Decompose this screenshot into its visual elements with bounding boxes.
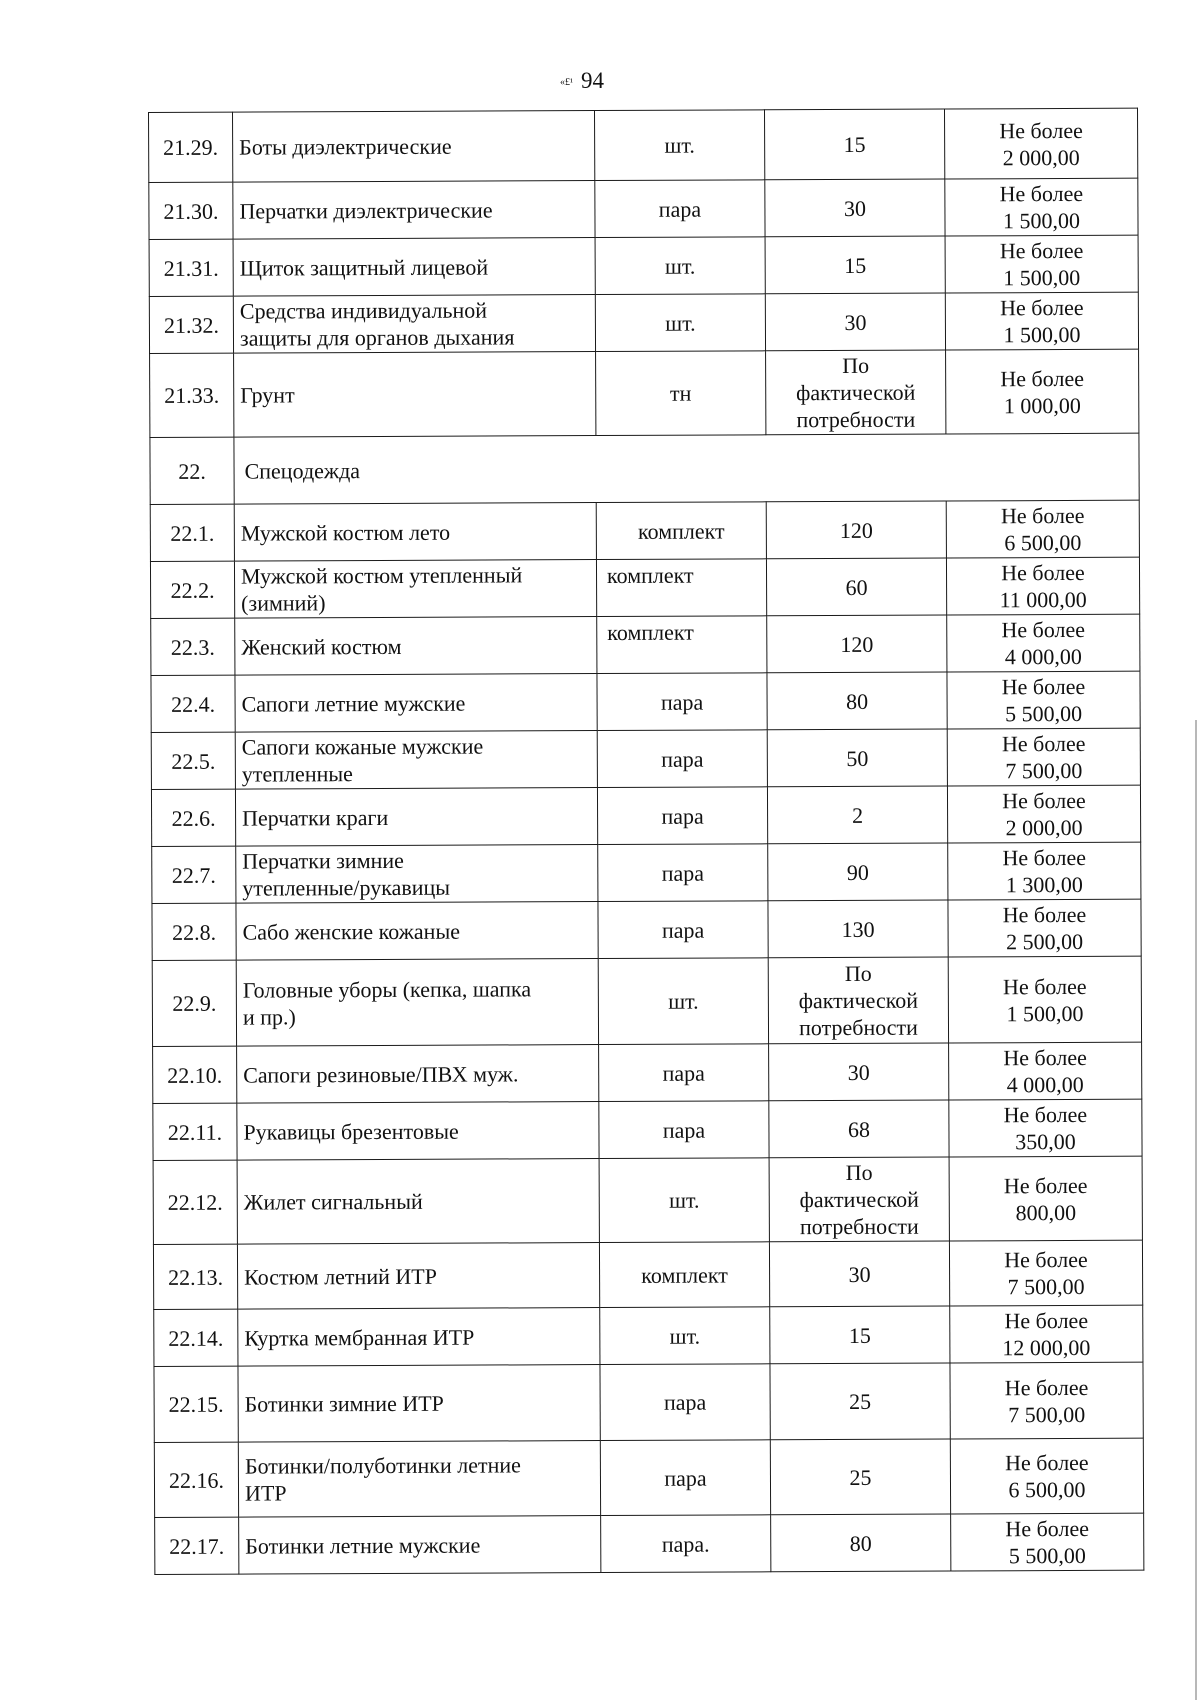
max-price-cell (949, 1042, 1142, 1100)
unit-cell (595, 180, 765, 238)
item-name-cell (237, 1045, 599, 1104)
item-number: 21.31. (163, 255, 219, 281)
qty-line: По (845, 1159, 873, 1185)
table-row (151, 614, 1140, 675)
table-row (153, 1156, 1142, 1244)
price-line: 7 500,00 (1007, 1273, 1085, 1300)
unit-cell (597, 616, 767, 674)
unit-cell (596, 559, 766, 617)
max-price-cell (950, 1305, 1143, 1363)
table-row (151, 728, 1140, 789)
unit-cell (601, 1515, 771, 1573)
price-line: Не более (1002, 901, 1087, 928)
unit-cell (600, 1364, 770, 1441)
price-line: 1 300,00 (1005, 871, 1083, 898)
qty-line: потребности (799, 1014, 918, 1041)
specification-table-body (149, 108, 1144, 1574)
max-price-cell (948, 842, 1141, 900)
unit-of-measure: пара (664, 1465, 707, 1491)
item-name-cell (235, 617, 597, 676)
name-line: ИТР (244, 1480, 287, 1506)
price-line: 11 000,00 (999, 586, 1087, 613)
price-line: Не более (1001, 616, 1086, 643)
price-line: Не более (1001, 673, 1086, 700)
item-number: 21.32. (163, 312, 219, 338)
price-line: Не более (999, 117, 1083, 143)
name-line: Сапоги резиновые/ПВХ муж. (243, 1060, 519, 1088)
qty-line: 80 (849, 1530, 872, 1556)
max-price-cell (945, 178, 1138, 236)
item-name-cell (237, 1159, 599, 1245)
item-number: 22.7. (171, 862, 216, 888)
item-number-cell (149, 239, 233, 296)
unit-cell (595, 237, 765, 295)
item-number: 22.9. (172, 990, 217, 1016)
unit-cell (599, 1158, 769, 1243)
quantity-cell (768, 900, 948, 958)
quantity-cell (770, 1306, 950, 1364)
table-row (153, 1042, 1142, 1103)
unit-cell (599, 1044, 769, 1102)
max-price-cell (949, 1240, 1142, 1306)
max-price-cell (947, 728, 1140, 786)
price-line: 6 500,00 (1004, 529, 1082, 556)
item-number: 21.29. (163, 134, 219, 160)
item-name-cell (234, 503, 596, 562)
name-line: Перчатки краги (242, 804, 389, 831)
qty-line: 90 (846, 859, 869, 885)
item-number-cell (153, 1103, 237, 1160)
max-price-cell (944, 108, 1137, 179)
table-row (154, 1362, 1143, 1442)
price-line: Не более (1002, 973, 1087, 999)
table-row (154, 1305, 1143, 1366)
price-line: Не более (1003, 1101, 1088, 1128)
section-row (150, 433, 1139, 504)
qty-line: 25 (849, 1464, 872, 1490)
unit-cell (599, 1101, 769, 1159)
qty-line: потребности (799, 1213, 919, 1240)
name-line: Перчатки диэлектрические (239, 196, 493, 224)
table-row (153, 1099, 1142, 1160)
table-row (155, 1513, 1144, 1574)
item-name-cell (238, 1308, 600, 1367)
item-number: 22.3. (170, 634, 215, 660)
price-line: Не более (1000, 365, 1085, 391)
item-number: 22.2. (170, 577, 215, 603)
unit-of-measure: пара (661, 917, 705, 943)
item-name-cell (235, 731, 597, 790)
price-line: 800,00 (1015, 1199, 1077, 1225)
unit-of-measure: пара (661, 746, 704, 772)
name-line: Щиток защитный лицевой (239, 254, 489, 281)
quantity-cell (766, 558, 946, 616)
unit-of-measure: комплект (607, 619, 694, 646)
name-line: Сапоги летние мужские (241, 690, 466, 717)
price-line: 1 500,00 (1006, 1000, 1084, 1026)
quantity-cell (767, 672, 947, 730)
item-name-cell (235, 674, 597, 733)
item-number: 21.33. (164, 382, 220, 408)
table-row (149, 178, 1138, 239)
item-number: 22.12. (167, 1189, 223, 1215)
unit-of-measure: шт. (668, 1187, 700, 1213)
qty-line: По (842, 352, 870, 378)
qty-line: фактической (798, 987, 919, 1014)
item-number-cell (153, 1160, 237, 1244)
price-line: 1 500,00 (1002, 207, 1081, 234)
quantity-cell (767, 615, 947, 673)
unit-cell (597, 787, 767, 845)
price-line: Не более (1003, 1172, 1088, 1198)
quantity-cell (765, 236, 945, 294)
item-number-cell (154, 1366, 238, 1442)
table-row (150, 500, 1139, 561)
qty-line: фактической (799, 1186, 919, 1213)
item-number: 22.15. (168, 1391, 224, 1417)
unit-cell (598, 844, 768, 902)
max-price-cell (949, 1099, 1142, 1157)
price-line: Не более (1005, 1515, 1090, 1542)
unit-of-measure: шт. (668, 988, 699, 1014)
unit-of-measure: пара (658, 196, 702, 222)
item-name-cell (234, 560, 596, 619)
item-number: 21.30. (163, 198, 219, 224)
name-line: Головные уборы (кепка, шапка (242, 975, 532, 1003)
name-line: защиты для органов дыхания (239, 324, 515, 351)
item-number-cell (154, 1309, 238, 1366)
item-number: 22.16. (168, 1467, 225, 1493)
specification-table (148, 108, 1144, 1575)
unit-of-measure: комплект (641, 1261, 728, 1288)
page-number (560, 68, 680, 94)
quantity-cell (765, 179, 945, 237)
qty-line: 15 (848, 1322, 871, 1348)
name-line: утепленные/рукавицы (242, 874, 451, 901)
quantity-cell (765, 293, 945, 351)
unit-of-measure: пара (662, 1060, 705, 1086)
qty-line: 30 (843, 195, 866, 221)
price-line: Не более (999, 180, 1084, 207)
unit-of-measure: комплект (606, 562, 694, 589)
item-number-cell (149, 112, 233, 182)
price-line: 4 000,00 (1006, 1071, 1084, 1098)
item-name-cell (233, 295, 595, 354)
unit-cell (600, 1440, 770, 1516)
quantity-cell (769, 1043, 949, 1101)
unit-of-measure: пара (662, 1117, 706, 1143)
item-name-cell (233, 181, 595, 240)
section-title-cell (234, 433, 1139, 504)
name-line: Мужской костюм утепленный (240, 562, 523, 589)
max-price-cell (947, 785, 1140, 843)
item-number: 22.11. (167, 1119, 223, 1145)
price-line: 1 000,00 (1003, 392, 1081, 418)
unit-cell (594, 110, 764, 181)
qty-line: 2 (852, 802, 864, 828)
price-line: Не более (1004, 1374, 1089, 1400)
name-line: Сабо женские кожаные (242, 918, 461, 945)
qty-line: 25 (849, 1388, 872, 1414)
item-number-cell (153, 1244, 237, 1309)
scan-edge-line (1195, 720, 1197, 1700)
unit-cell (600, 1307, 770, 1365)
unit-of-measure: шт. (664, 253, 696, 279)
max-price-cell (946, 349, 1139, 434)
item-number-cell (153, 1046, 237, 1103)
price-line: 2 000,00 (1005, 814, 1083, 841)
item-number: 22. (178, 458, 206, 484)
table-row (152, 842, 1141, 903)
quantity-cell (770, 1363, 950, 1440)
name-line: и пр.) (242, 1003, 296, 1030)
item-number-cell (152, 960, 236, 1046)
price-line: Не более (1002, 787, 1086, 814)
price-line: Не более (1002, 844, 1087, 871)
item-name-cell (237, 1243, 599, 1310)
item-number-cell (151, 789, 235, 846)
quantity-cell (768, 957, 948, 1044)
item-name-cell (236, 845, 598, 904)
name-line: Грунт (240, 382, 295, 408)
max-price-cell (947, 614, 1140, 672)
price-line: Не более (1004, 1307, 1089, 1334)
price-line: 6 500,00 (1008, 1476, 1086, 1503)
quantity-cell (767, 786, 947, 844)
unit-cell (597, 730, 767, 788)
price-line: 350,00 (1015, 1128, 1076, 1155)
item-name-cell (236, 959, 598, 1047)
qty-line: 15 (844, 252, 867, 278)
unit-cell (595, 294, 765, 352)
item-number: 22.14. (168, 1325, 224, 1351)
item-name-cell (236, 902, 598, 961)
price-line: 1 500,00 (1003, 264, 1081, 291)
table-row (149, 108, 1138, 182)
max-price-cell (950, 1362, 1143, 1439)
unit-of-measure: шт. (669, 1323, 701, 1349)
item-number-cell (155, 1517, 239, 1574)
item-name-cell (235, 788, 597, 847)
item-number-cell (152, 903, 236, 960)
qty-line: 15 (843, 131, 866, 157)
item-name-cell (237, 1102, 599, 1161)
qty-line: 60 (845, 574, 868, 600)
unit-cell (596, 502, 766, 560)
unit-of-measure: пара (661, 860, 705, 886)
item-number-cell (149, 296, 233, 353)
item-name-cell (233, 111, 595, 183)
price-line: Не более (1000, 294, 1084, 321)
price-line: 2 500,00 (1006, 928, 1084, 955)
max-price-cell (945, 235, 1138, 293)
price-line: Не более (1000, 502, 1085, 529)
quantity-cell (769, 1100, 949, 1158)
item-number-cell (152, 846, 236, 903)
item-number-cell (150, 437, 234, 504)
max-price-cell (951, 1513, 1144, 1571)
max-price-cell (948, 956, 1141, 1043)
qty-line: 30 (844, 309, 867, 335)
page-number-value: 94 (581, 68, 604, 93)
quantity-cell (769, 1157, 949, 1242)
item-name-cell (239, 1516, 601, 1575)
scan-mark: «£¹ (560, 77, 573, 89)
quantity-cell (771, 1514, 951, 1572)
unit-of-measure: пара (660, 689, 704, 715)
table-row (153, 1240, 1142, 1309)
price-line: 5 500,00 (1005, 700, 1083, 727)
item-number-cell (151, 618, 235, 675)
price-line: 12 000,00 (1002, 1334, 1091, 1361)
item-number-cell (151, 732, 235, 789)
unit-of-measure: пара (661, 803, 704, 829)
max-price-cell (946, 500, 1139, 558)
table-row (149, 292, 1138, 353)
table-row (150, 557, 1139, 618)
name-line: Перчатки зимние (242, 847, 404, 874)
price-line: Не более (1005, 1449, 1089, 1476)
name-line: Женский костюм (241, 633, 402, 660)
max-price-cell (950, 1438, 1143, 1514)
name-line: Костюм летний ИТР (244, 1263, 437, 1290)
name-line: (зимний) (241, 590, 326, 616)
qty-line: потребности (796, 406, 916, 433)
table-row (150, 349, 1139, 437)
item-number: 22.6. (171, 805, 216, 831)
qty-line: фактической (796, 379, 916, 406)
name-line: утепленные (241, 761, 353, 787)
unit-of-measure: шт. (664, 132, 695, 158)
unit-of-measure: тн (669, 380, 692, 406)
quantity-cell (764, 109, 944, 180)
quantity-cell (766, 501, 946, 559)
price-line: 2 000,00 (1002, 144, 1080, 170)
item-number-cell (150, 353, 234, 437)
qty-line: 130 (841, 916, 875, 942)
quantity-cell (767, 729, 947, 787)
unit-cell (598, 901, 768, 959)
max-price-cell (945, 292, 1138, 350)
quantity-cell (770, 1439, 950, 1515)
unit-cell (596, 351, 766, 436)
quantity-cell (766, 350, 946, 435)
item-name-cell (238, 1365, 600, 1443)
name-line: Мужской костюм лето (240, 519, 451, 546)
item-name-cell (234, 352, 596, 438)
table-row (149, 235, 1138, 296)
quantity-cell (769, 1241, 949, 1307)
item-number: 22.8. (172, 919, 217, 945)
item-number: 22.1. (170, 520, 215, 546)
name-line: Жилет сигнальный (243, 1188, 423, 1215)
name-line: Ботинки летние мужские (245, 1532, 481, 1559)
price-line: Не более (1004, 1246, 1088, 1273)
price-line: Не более (1003, 1044, 1087, 1071)
table-row (151, 671, 1140, 732)
qty-line: 30 (847, 1059, 870, 1085)
max-price-cell (946, 557, 1139, 615)
table-row (151, 785, 1140, 846)
unit-of-measure: пара (663, 1389, 707, 1415)
unit-cell (598, 958, 768, 1045)
price-line: 7 500,00 (1008, 1401, 1086, 1427)
name-line: Рукавицы брезентовые (243, 1118, 459, 1145)
price-line: 5 500,00 (1008, 1542, 1086, 1569)
item-name-cell (238, 1441, 600, 1518)
item-number-cell (154, 1442, 238, 1517)
unit-of-measure: шт. (665, 310, 696, 336)
price-line: 7 500,00 (1005, 757, 1083, 784)
qty-line: По (844, 960, 872, 986)
item-number-cell (149, 182, 233, 239)
name-line: Спецодежда (244, 457, 361, 484)
unit-of-measure: пара. (661, 1531, 710, 1557)
unit-cell (597, 673, 767, 731)
price-line: Не более (999, 237, 1084, 264)
name-line: Боты диэлектрические (239, 133, 452, 160)
qty-line: 120 (840, 631, 874, 657)
item-number-cell (150, 561, 234, 618)
item-number: 22.4. (171, 691, 216, 717)
price-line: 4 000,00 (1004, 643, 1082, 670)
qty-line: 68 (847, 1116, 870, 1142)
item-number-cell (150, 504, 234, 561)
price-line: 1 500,00 (1003, 321, 1081, 348)
max-price-cell (947, 671, 1140, 729)
max-price-cell (948, 899, 1141, 957)
name-line: Ботинки зимние ИТР (244, 1390, 444, 1417)
unit-cell (599, 1242, 769, 1308)
name-line: Ботинки/полуботинки летние (244, 1452, 521, 1479)
name-line: Куртка мембранная ИТР (244, 1324, 475, 1351)
item-number: 22.10. (167, 1062, 223, 1088)
table-row (152, 956, 1141, 1046)
price-line: Не более (1001, 730, 1086, 757)
max-price-cell (949, 1156, 1142, 1241)
name-line: Сапоги кожаные мужские (241, 733, 484, 760)
item-number: 22.17. (169, 1533, 225, 1559)
table-row (154, 1438, 1143, 1517)
quantity-cell (768, 843, 948, 901)
item-number: 22.13. (168, 1264, 224, 1290)
item-name-cell (233, 238, 595, 297)
item-number: 22.5. (171, 748, 216, 774)
item-number-cell (151, 675, 235, 732)
qty-line: 50 (846, 745, 869, 771)
qty-line: 120 (839, 517, 873, 543)
qty-line: 80 (846, 688, 869, 714)
table-row (152, 899, 1141, 960)
qty-line: 30 (848, 1261, 871, 1287)
name-line: Средства индивидуальной (239, 297, 488, 324)
price-line: Не более (1001, 559, 1085, 586)
unit-of-measure: комплект (637, 517, 725, 544)
